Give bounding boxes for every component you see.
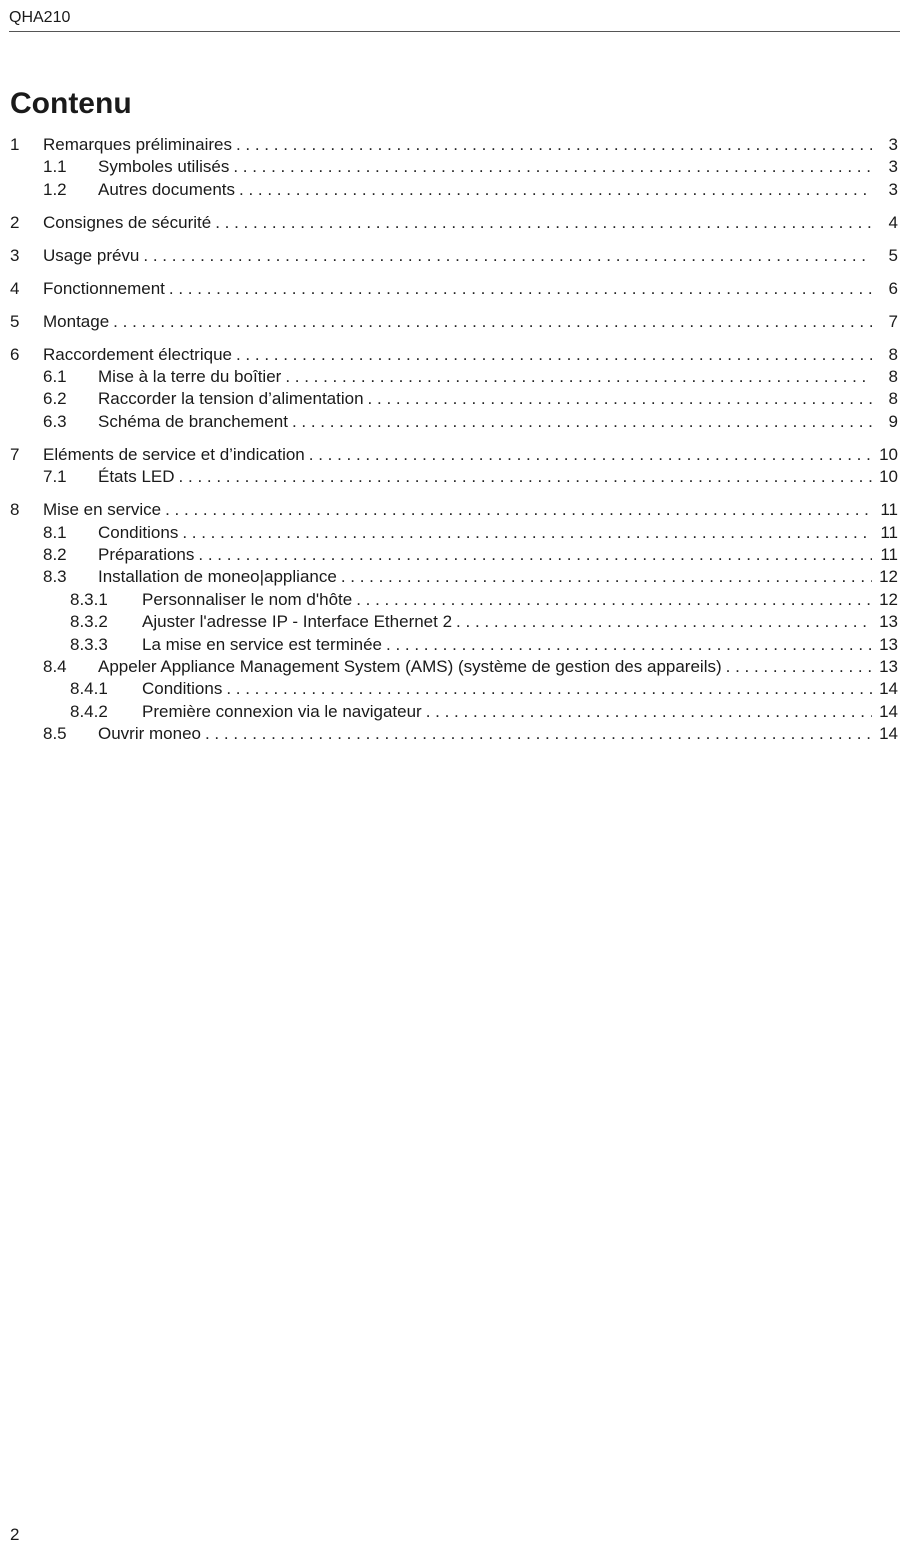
toc-entry-page: 6 bbox=[888, 278, 898, 298]
document-code: QHA210 bbox=[9, 9, 71, 26]
toc-dot-leader bbox=[169, 278, 872, 300]
toc-entry-label: Usage prévu bbox=[43, 245, 140, 265]
toc-entry-number: 6.3 bbox=[43, 411, 67, 431]
toc-entry-number: 8.4.1 bbox=[70, 679, 108, 699]
toc-entry-number: 8.3.1 bbox=[70, 589, 108, 609]
toc-entry-page: 13 bbox=[879, 656, 898, 676]
toc-entry-page: 5 bbox=[888, 245, 898, 265]
toc-entry-page: 10 bbox=[879, 467, 898, 487]
toc-entry-page: 13 bbox=[879, 612, 898, 632]
toc-entry-label: Personnaliser le nom d'hôte bbox=[142, 589, 353, 609]
toc-entry-label: Mise en service bbox=[43, 500, 162, 520]
toc-entry-label: Préparations bbox=[98, 545, 195, 565]
toc-entry-label: Symboles utilisés bbox=[98, 157, 230, 177]
toc-entry-page: 3 bbox=[888, 135, 898, 154]
toc-entry-label: Consignes de sécurité bbox=[43, 212, 212, 232]
toc-entry[interactable] bbox=[10, 499, 898, 521]
toc-entry[interactable] bbox=[10, 245, 898, 267]
toc-entry-number: 7.1 bbox=[43, 467, 67, 487]
toc-entry-label: Schéma de branchement bbox=[98, 411, 288, 431]
toc-entry[interactable] bbox=[10, 388, 898, 410]
toc-entry-label: Fonctionnement bbox=[43, 278, 165, 298]
toc-entry-page: 4 bbox=[888, 212, 898, 232]
toc-entry-number: 3 bbox=[10, 245, 20, 265]
toc-entry[interactable] bbox=[10, 544, 898, 566]
toc-entry-page: 8 bbox=[888, 344, 898, 364]
toc-entry-page: 11 bbox=[880, 500, 898, 520]
page-header bbox=[9, 7, 900, 32]
toc-entry-number: 1.1 bbox=[43, 157, 67, 177]
toc-dot-leader bbox=[386, 634, 872, 656]
toc-entry-number: 5 bbox=[10, 311, 20, 331]
toc-entry-label: Mise à la terre du boîtier bbox=[98, 367, 282, 387]
toc-entry-label: Eléments de service et d’indication bbox=[43, 444, 305, 464]
toc-dot-leader bbox=[226, 678, 872, 700]
toc-entry[interactable] bbox=[10, 522, 898, 544]
toc-entry[interactable] bbox=[10, 366, 898, 388]
toc-entry-line bbox=[142, 678, 898, 700]
toc-entry-number: 8.1 bbox=[43, 522, 67, 542]
toc-dot-leader bbox=[309, 444, 872, 466]
toc-dot-leader bbox=[113, 311, 872, 333]
toc-entry[interactable] bbox=[10, 278, 898, 300]
toc-entry-line bbox=[98, 156, 898, 178]
toc-dot-leader bbox=[236, 344, 872, 366]
toc-entry-label: Conditions bbox=[98, 522, 179, 542]
toc-dot-leader bbox=[726, 656, 872, 678]
toc-entry-label: Ajuster l'adresse IP - Interface Ethernet 2 bbox=[142, 612, 453, 632]
toc-dot-leader bbox=[179, 466, 872, 488]
toc-entry-page: 14 bbox=[879, 701, 898, 721]
toc-entry[interactable] bbox=[10, 611, 898, 633]
toc-entry-page: 11 bbox=[880, 545, 898, 565]
toc-entry-page: 8 bbox=[888, 367, 898, 387]
toc-entry-label: Raccorder la tension d’alimentation bbox=[98, 389, 364, 409]
toc-dot-leader bbox=[165, 499, 872, 521]
toc-dot-leader bbox=[285, 366, 872, 388]
toc-dot-leader bbox=[198, 544, 872, 566]
toc-entry-line bbox=[98, 388, 898, 410]
toc-entry[interactable] bbox=[10, 179, 898, 201]
toc-entry[interactable] bbox=[10, 444, 898, 466]
toc-entry-line bbox=[98, 466, 898, 488]
toc-entry-line bbox=[142, 611, 898, 633]
toc-entry-number: 8.2 bbox=[43, 545, 67, 565]
toc-entry-label: Raccordement électrique bbox=[43, 344, 232, 364]
toc-entry[interactable] bbox=[10, 134, 898, 156]
toc-entry-number: 8.3.2 bbox=[70, 612, 108, 632]
toc-dot-leader bbox=[239, 179, 872, 201]
toc-entry[interactable] bbox=[10, 678, 898, 700]
toc-entry-number: 7 bbox=[10, 444, 20, 464]
toc-entry-page: 14 bbox=[879, 679, 898, 699]
toc-entry[interactable] bbox=[10, 156, 898, 178]
page-title: Contenu bbox=[10, 87, 132, 120]
toc-dot-leader bbox=[368, 388, 872, 410]
toc-entry-number: 6.1 bbox=[43, 367, 67, 387]
toc-entry-number: 6 bbox=[10, 344, 20, 364]
toc-entry-number: 6.2 bbox=[43, 389, 67, 409]
toc-entry-page: 12 bbox=[879, 589, 898, 609]
toc-entry-number: 8.4 bbox=[43, 656, 67, 676]
toc-entry-page: 3 bbox=[888, 179, 898, 199]
toc-entry-line bbox=[43, 245, 898, 267]
toc-entry[interactable] bbox=[10, 311, 898, 333]
toc-entry-line bbox=[98, 366, 898, 388]
toc-dot-leader bbox=[292, 411, 872, 433]
toc-entry-line bbox=[98, 656, 898, 678]
toc-entry-number: 2 bbox=[10, 212, 20, 232]
toc-entry-page: 8 bbox=[888, 389, 898, 409]
toc-dot-leader bbox=[341, 566, 872, 588]
toc-entry-line bbox=[142, 589, 898, 611]
toc-entry[interactable] bbox=[10, 566, 898, 588]
toc-entry[interactable] bbox=[10, 589, 898, 611]
toc-entry-number: 4 bbox=[10, 278, 20, 298]
toc-entry-line bbox=[98, 544, 898, 566]
toc-entry-page: 7 bbox=[888, 311, 898, 331]
toc-entry-label: États LED bbox=[98, 467, 175, 487]
toc-entry-number: 8.5 bbox=[43, 724, 67, 744]
toc-entry[interactable] bbox=[10, 656, 898, 678]
toc-dot-leader bbox=[236, 134, 872, 156]
toc-entry-page: 9 bbox=[888, 411, 898, 431]
toc-entry-label: Ouvrir moneo bbox=[98, 724, 201, 744]
toc-entry-label: Autres documents bbox=[98, 179, 236, 199]
toc-entry-page: 3 bbox=[888, 157, 898, 177]
toc-dot-leader bbox=[233, 156, 872, 178]
toc-entry-label: Remarques préliminaires bbox=[43, 135, 232, 154]
toc-entry-page: 10 bbox=[879, 444, 898, 464]
table-of-contents bbox=[10, 134, 898, 746]
toc-entry-number: 8.4.2 bbox=[70, 701, 108, 721]
toc-entry-number: 8 bbox=[10, 500, 20, 520]
toc-dot-leader bbox=[426, 701, 872, 723]
toc-dot-leader bbox=[215, 212, 872, 234]
toc-dot-leader bbox=[356, 589, 872, 611]
toc-dot-leader bbox=[456, 611, 872, 633]
toc-entry-label: Installation de moneo|appliance bbox=[98, 567, 337, 587]
toc-entry-line bbox=[142, 634, 898, 656]
toc-entry[interactable] bbox=[10, 411, 898, 433]
toc-entry[interactable] bbox=[10, 466, 898, 488]
toc-entry-page: 14 bbox=[879, 724, 898, 744]
toc-entry-line bbox=[43, 311, 898, 333]
toc-entry[interactable] bbox=[10, 212, 898, 234]
toc-entry-line bbox=[43, 212, 898, 234]
toc-entry-number: 1.2 bbox=[43, 179, 67, 199]
toc-entry-line bbox=[43, 134, 898, 156]
toc-entry[interactable] bbox=[10, 701, 898, 723]
toc-entry-line bbox=[98, 522, 898, 544]
toc-entry-line bbox=[98, 411, 898, 433]
toc-entry-line bbox=[98, 179, 898, 201]
toc-entry-number: 8.3.3 bbox=[70, 634, 108, 654]
toc-entry-line bbox=[43, 278, 898, 300]
toc-entry-label: La mise en service est terminée bbox=[142, 634, 382, 654]
toc-entry[interactable] bbox=[10, 723, 898, 745]
toc-entry[interactable] bbox=[10, 634, 898, 656]
toc-dot-leader bbox=[205, 723, 872, 745]
toc-dot-leader bbox=[143, 245, 872, 267]
toc-entry-label: Conditions bbox=[142, 679, 223, 699]
toc-entry-number: 1 bbox=[10, 135, 20, 154]
toc-entry-page: 12 bbox=[879, 567, 898, 587]
toc-entry-label: Montage bbox=[43, 311, 110, 331]
toc-entry-line bbox=[43, 344, 898, 366]
toc-entry-label: Première connexion via le navigateur bbox=[142, 701, 422, 721]
page-number: 2 bbox=[10, 1525, 20, 1544]
toc-entry-line bbox=[98, 723, 898, 745]
toc-entry-page: 11 bbox=[880, 522, 898, 542]
toc-entry-number: 8.3 bbox=[43, 567, 67, 587]
toc-entry-page: 13 bbox=[879, 634, 898, 654]
toc-entry-line bbox=[142, 701, 898, 723]
toc-entry-line bbox=[43, 499, 898, 521]
toc-entry-line bbox=[98, 566, 898, 588]
toc-dot-leader bbox=[182, 522, 872, 544]
toc-entry-label: Appeler Appliance Management System (AMS) (système de gestion des appareils) bbox=[98, 656, 722, 676]
toc-entry-line bbox=[43, 444, 898, 466]
toc-entry[interactable] bbox=[10, 344, 898, 366]
